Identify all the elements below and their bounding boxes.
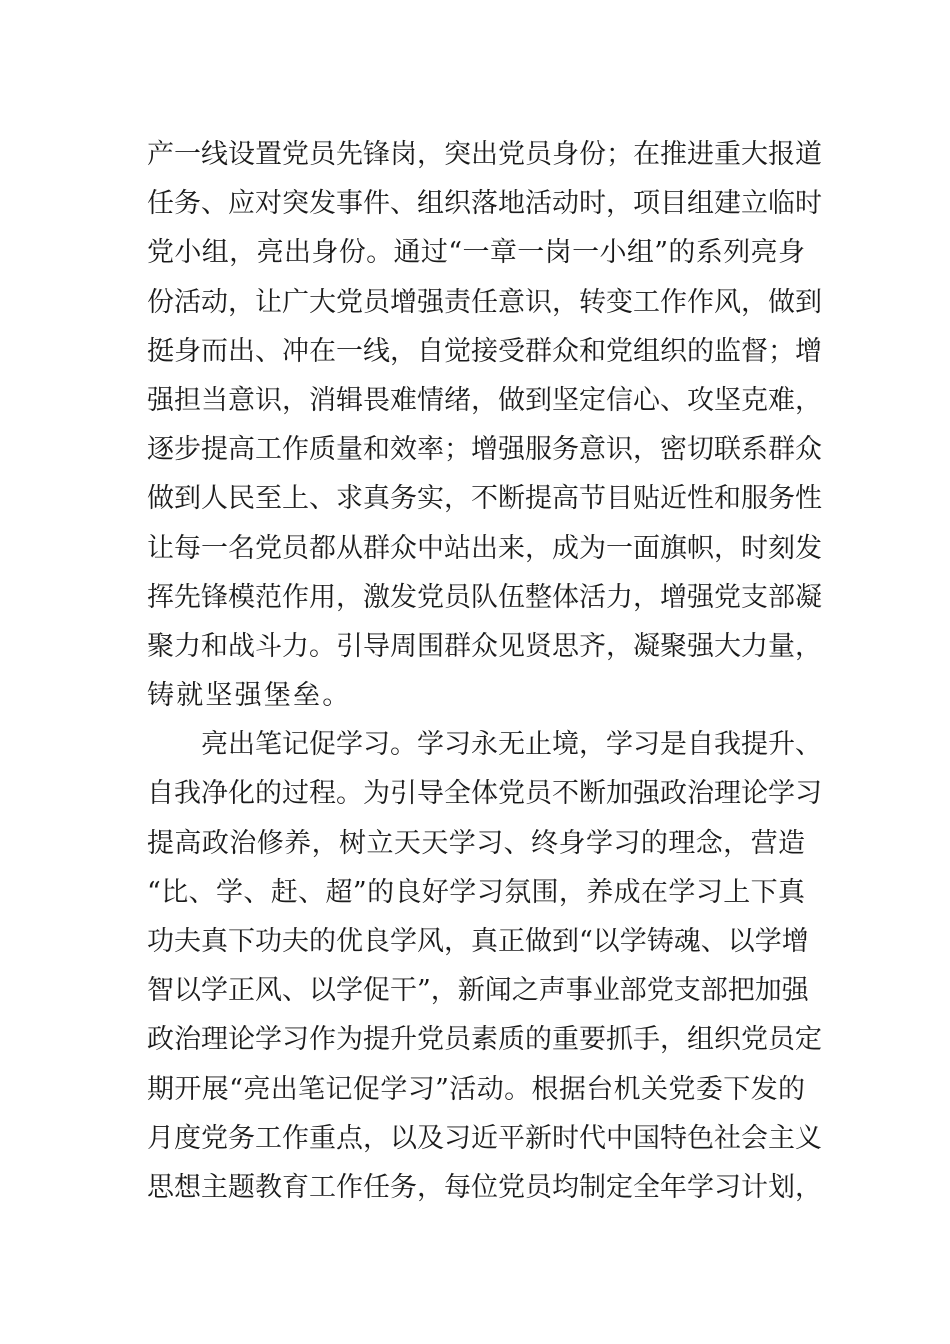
text-line: 期开展“亮出笔记促学习”活动。根据台机关党委下发的 bbox=[147, 1073, 805, 1105]
text-line: 逐步提高工作质量和效率；增强服务意识，密切联系群众 bbox=[147, 434, 822, 466]
text-line: 提高政治修养，树立天天学习、终身学习的理念，营造 bbox=[147, 827, 805, 859]
text-line: 政治理论学习作为提升党员素质的重要抓手，组织党员定 bbox=[147, 1024, 822, 1056]
text-line: 月度党务工作重点，以及习近平新时代中国特色社会主义 bbox=[147, 1122, 822, 1154]
text-line: 功夫真下功夫的优良学风，真正做到“以学铸魂、以学增 bbox=[147, 926, 809, 957]
text-line: 挺身而出、冲在一线，自觉接受群众和党组织的监督；增 bbox=[147, 335, 822, 367]
text-line: 聚力和战斗力。引导周围群众见贤思齐，凝聚强大力量， bbox=[147, 630, 822, 662]
text-line: “比、学、赶、超”的良好学习氛围，养成在学习上下真 bbox=[147, 876, 805, 908]
text-line: 份活动，让广大党员增强责任意识，转变工作作风，做到 bbox=[147, 286, 822, 318]
text-line: 产一线设置党员先锋岗，突出党员身份；在推进重大报道 bbox=[147, 139, 822, 170]
text-line: 铸就坚强堡垒。 bbox=[147, 680, 352, 712]
text-line: 让每一名党员都从群众中站出来，成为一面旗帜，时刻发 bbox=[147, 532, 822, 564]
text-line: 挥先锋模范作用，激发党员队伍整体活力，增强党支部凝 bbox=[147, 581, 822, 613]
body-text bbox=[147, 130, 827, 1212]
text-line: 任务、应对突发事件、组织落地活动时，项目组建立临时 bbox=[147, 188, 822, 220]
paragraph-first-line: 亮出笔记促学习。学习永无止境，学习是自我提升、 bbox=[201, 729, 822, 761]
text-line: 强担当意识，消辑畏难情绪，做到坚定信心、攻坚克难， bbox=[147, 384, 822, 416]
text-line: 思想主题教育工作任务，每位党员均制定全年学习计划， bbox=[147, 1171, 822, 1203]
text-line: 自我净化的过程。为引导全体党员不断加强政治理论学习 bbox=[147, 778, 822, 810]
text-line: 做到人民至上、求真务实，不断提高节目贴近性和服务性 bbox=[147, 483, 822, 515]
text-line: 智以学正风、以学促干”，新闻之声事业部党支部把加强 bbox=[147, 975, 809, 1007]
text-line: 党小组，亮出身份。通过“一章一岗一小组”的系列亮身 bbox=[147, 237, 805, 269]
